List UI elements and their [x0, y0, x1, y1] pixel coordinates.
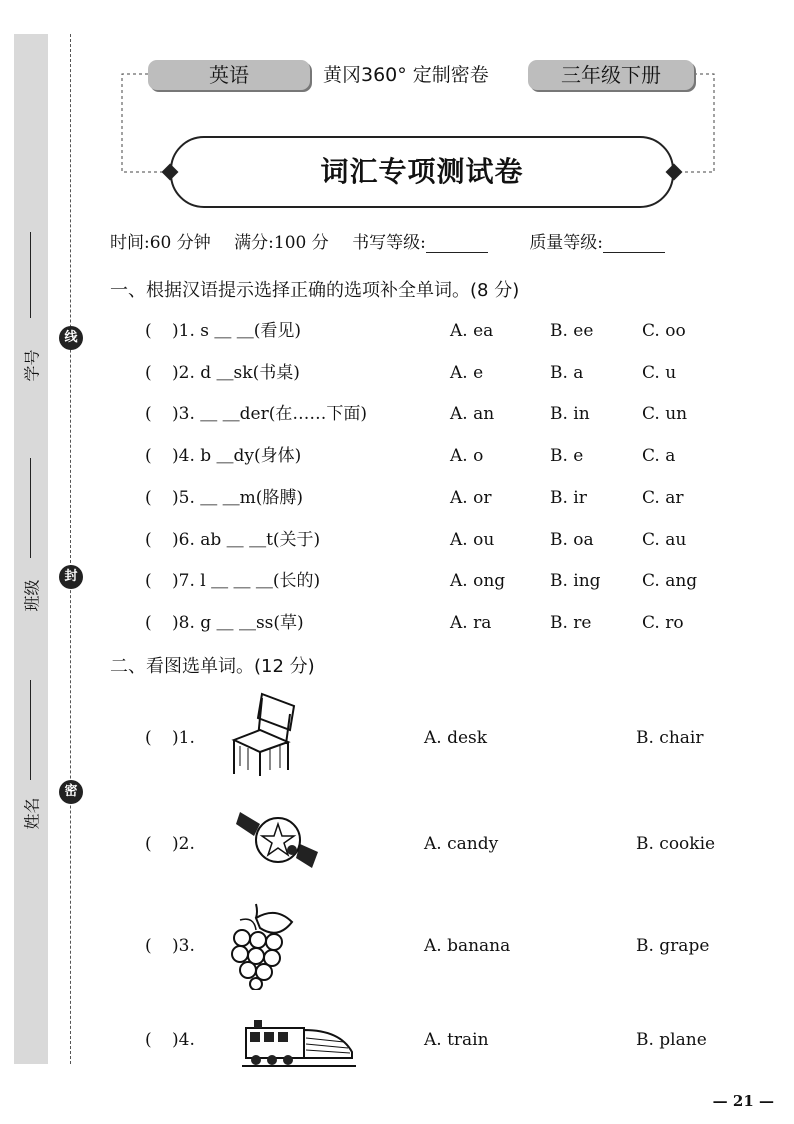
answer-paren[interactable]: (	[145, 362, 152, 383]
option-b[interactable]: B. cookie	[636, 834, 716, 854]
answer-paren[interactable]: (	[145, 936, 152, 956]
option-b[interactable]: B. ing	[550, 571, 601, 592]
option-a[interactable]: A. train	[424, 1030, 489, 1050]
writing-grade: 书写等级:	[352, 233, 506, 253]
question-text: )1. s ＿ ＿(看见)	[172, 321, 302, 341]
question-text: )5. ＿ ＿m(胳膊)	[172, 487, 304, 508]
option-b[interactable]: B. chair	[636, 728, 704, 748]
option-a[interactable]: A. e	[450, 362, 484, 383]
seal-seal: 封	[59, 565, 83, 589]
answer-paren[interactable]: (	[145, 321, 152, 341]
question-row	[0, 566, 794, 596]
question-text: )6. ab ＿ ＿t(关于)	[172, 529, 321, 550]
question-number: )1.	[172, 728, 195, 748]
quality-grade-blank[interactable]	[603, 236, 665, 253]
time-limit: 时间:60 分钟	[110, 233, 211, 253]
answer-paren[interactable]: (	[145, 404, 152, 425]
question-text: )8. g ＿ ＿ss(草)	[172, 612, 304, 633]
option-b[interactable]: B. a	[550, 362, 584, 383]
option-c[interactable]: C. a	[642, 446, 676, 467]
name-label: 姓名	[22, 797, 42, 830]
subject-badge: 英语	[148, 60, 310, 90]
option-b[interactable]: B. plane	[636, 1030, 707, 1050]
option-b[interactable]: B. grape	[636, 936, 710, 956]
page-number: — 21 —	[712, 1092, 774, 1110]
option-b[interactable]: B. ee	[550, 321, 594, 341]
option-a[interactable]: A. banana	[424, 936, 511, 956]
option-c[interactable]: C. u	[642, 362, 677, 383]
option-a[interactable]: A. desk	[424, 728, 488, 748]
question-row	[0, 316, 794, 346]
option-a[interactable]: A. or	[450, 487, 492, 508]
writing-grade-blank[interactable]	[426, 236, 488, 253]
option-c[interactable]: C. ar	[642, 487, 684, 508]
quality-grade: 质量等级:	[529, 233, 683, 253]
option-c[interactable]: C. un	[642, 404, 688, 425]
train-icon	[240, 1012, 358, 1070]
full-score: 满分:100 分	[234, 233, 329, 253]
answer-paren[interactable]: (	[145, 446, 152, 467]
question-number: )2.	[172, 834, 195, 854]
picture-question-row	[0, 829, 794, 859]
page-title: 词汇专项测试卷	[320, 155, 524, 188]
answer-paren[interactable]: (	[145, 612, 152, 633]
option-c[interactable]: C. oo	[642, 321, 686, 341]
chair-icon	[230, 690, 300, 780]
option-c[interactable]: C. ro	[642, 612, 684, 633]
student-id-blank[interactable]	[30, 232, 31, 318]
option-b[interactable]: B. in	[550, 404, 590, 425]
option-b[interactable]: B. ir	[550, 487, 587, 508]
class-label: 班级	[22, 579, 42, 612]
candy-icon	[234, 802, 324, 872]
option-a[interactable]: A. an	[450, 404, 495, 425]
question-number: )4.	[172, 1030, 195, 1050]
option-c[interactable]: C. ang	[642, 571, 698, 592]
answer-paren[interactable]: (	[145, 834, 152, 854]
seal-line: 线	[59, 326, 83, 350]
option-b[interactable]: B. re	[550, 612, 592, 633]
option-a[interactable]: A. ra	[450, 612, 492, 633]
question-row	[0, 525, 794, 555]
seal-secret: 密	[59, 780, 83, 804]
option-b[interactable]: B. e	[550, 446, 584, 467]
question-row	[0, 608, 794, 638]
picture-question-row	[0, 931, 794, 961]
grape-icon	[226, 900, 296, 990]
picture-question-row	[0, 723, 794, 753]
question-text: )7. l ＿ ＿ ＿(长的)	[172, 571, 321, 592]
option-c[interactable]: C. au	[642, 529, 687, 550]
section1-heading: 一、根据汉语提示选择正确的选项补全单词。(8 分)	[110, 280, 520, 301]
grade-badge: 三年级下册	[528, 60, 694, 90]
series-name: 黄冈360° 定制密卷	[323, 64, 489, 86]
student-id-label: 学号	[22, 349, 42, 382]
question-number: )3.	[172, 936, 195, 956]
question-text: )4. b ＿dy(身体)	[172, 446, 302, 467]
section2-heading: 二、看图选单词。(12 分)	[110, 656, 315, 677]
picture-question-row	[0, 1025, 794, 1055]
option-a[interactable]: A. ou	[450, 529, 495, 550]
answer-paren[interactable]: (	[145, 487, 152, 508]
answer-paren[interactable]: (	[145, 529, 152, 550]
option-a[interactable]: A. candy	[424, 834, 499, 854]
question-row	[0, 358, 794, 388]
answer-paren[interactable]: (	[145, 728, 152, 748]
question-row	[0, 441, 794, 471]
option-a[interactable]: A. o	[450, 446, 484, 467]
question-row	[0, 399, 794, 429]
question-row	[0, 483, 794, 513]
exam-info	[110, 228, 701, 253]
answer-paren[interactable]: (	[145, 571, 152, 592]
option-a[interactable]: A. ea	[450, 321, 494, 341]
answer-paren[interactable]: (	[145, 1030, 152, 1050]
question-text: )3. ＿ ＿der(在……下面)	[172, 404, 367, 425]
option-b[interactable]: B. oa	[550, 529, 594, 550]
option-a[interactable]: A. ong	[450, 571, 506, 592]
question-text: )2. d ＿sk(书桌)	[172, 362, 300, 383]
